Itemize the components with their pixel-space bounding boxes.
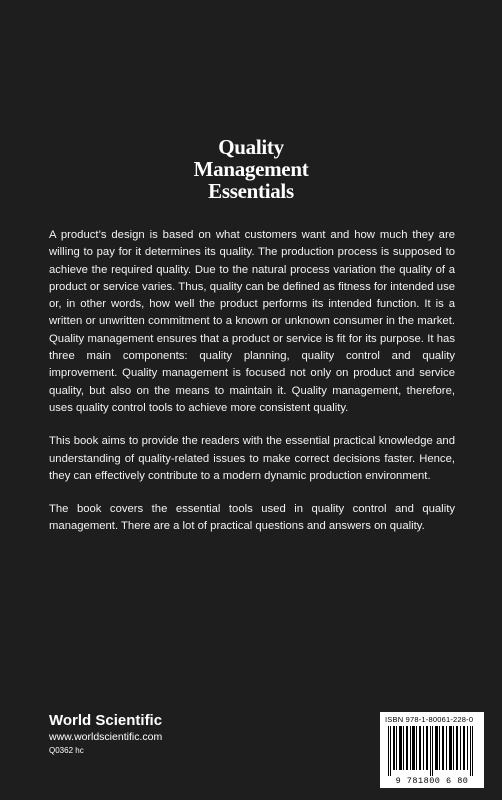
barcode-number: 9 781800 6 80: [395, 776, 469, 786]
title-line-1: Quality: [218, 135, 284, 159]
isbn-label: ISBN 978-1-80061-228-0: [385, 715, 474, 724]
barcode-bars: [386, 726, 478, 776]
book-title: [0, 136, 502, 202]
publisher-url: www.worldscientific.com: [49, 731, 163, 743]
publisher-name: World Scientific: [49, 712, 163, 729]
publisher-block: [49, 712, 162, 757]
barcode: [380, 712, 484, 788]
blurb-paragraph-2: This book aims to provide the readers with the essential practical knowledge and understanding of quality-related issues to make correct decisions faster. Hence, they can effectively contribute to a modern dynamic production environment.: [49, 435, 455, 482]
blurb: [49, 227, 455, 552]
blurb-paragraph-1: A product’s design is based on what customers want and how much they are willing to pay for it determines its quality. The production process is supposed to achieve the required quality. Due to the natural process variation the quality of a product or service varies. Thus, quality can be defined as fitness for intended use or, in other words, how well the product performs its intended function. It is a written or unwritten commitment to a known or unknown consumer in the market. Quality management ensures that a product or service is fit for its purpose. It has three main components: quality planning, quality control and quality improvement. Quality management is focused not only on product and service quality, but also on the means to maintain it. Quality management, therefore, uses quality control tools to achieve more consistent quality.: [49, 229, 455, 414]
title-line-3: Essentials: [208, 179, 294, 203]
blurb-paragraph-3: The book covers the essential tools used in quality control and quality management. There are a lot of practical questions and answers on quality.: [49, 503, 455, 533]
product-code: Q0362 hc: [49, 746, 84, 755]
title-line-2: Management: [193, 157, 309, 181]
